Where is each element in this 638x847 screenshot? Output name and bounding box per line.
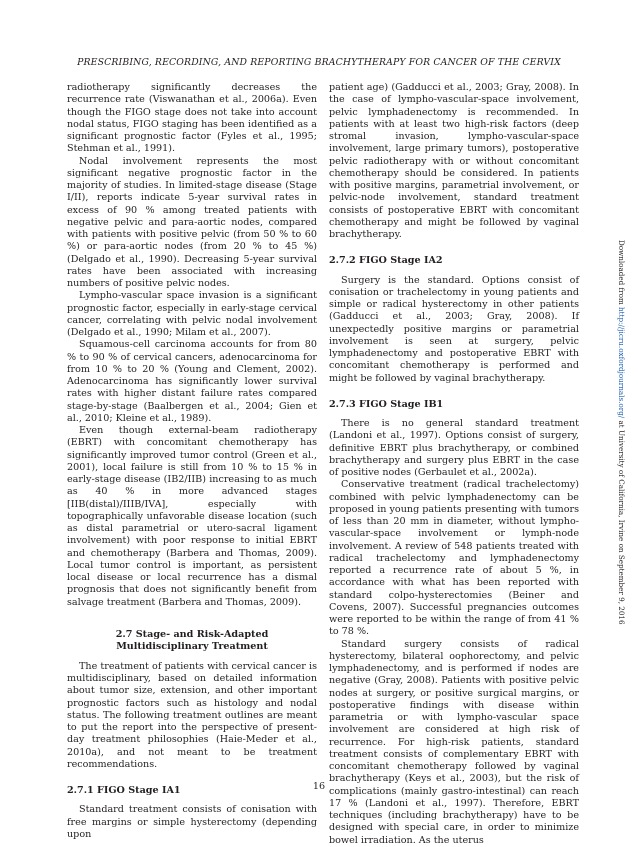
paragraph: radiotherapy significantly decreases the recurrence rate (Viswanathan et al., 2006a). Even though the FIGO stage does not take into account nodal status, FIGO staging has been identified as a significant prognostic factor (Fyles et al., 1995; Stehman et al., 1991).: [67, 82, 317, 155]
paragraph: Nodal involvement represents the most significant negative prognostic factor in the majority of studies. In limited-stage disease (Stage I/II), reports indicate 5-year survival rates in excess of 90 % among treated patients with negative pelvic and para-aortic nodes, compared with patients with positive pelvic (from 50 % to 60 %) or para-aortic nodes (from 20 % to 45 %) (Delgado et al., 1990). Decreasing 5-year survival rates have been associated with increasing numbers of positive pelvic nodes.: [67, 155, 317, 289]
section-heading: [67, 629, 317, 654]
paragraph: Conservative treatment (radical trachelectomy) combined with pelvic lymphadenectomy can be proposed in young patients presenting with tumors of less than 20 mm in diameter, without lympho-vascular-space involvement or lymph-node involvement. A review of 548 patients treated with radical trachelectomy and lymphadenectomy reported a recurrence rate of about 5 %, in accordance with what has been reported with standard colpo-hysterectomies (Beiner and Covens, 2007). Successful pregnancies outcomes were reported to be within the range of from 41 % to 78 %.: [329, 479, 579, 638]
subsection-heading: 2.7.2 FIGO Stage IA2: [329, 255, 443, 267]
paragraph: Squamous-cell carcinoma accounts for from 80 % to 90 % of cervical cancers, adenocarcinoma for from 10 % to 20 % (Young and Clement, 2002). Adenocarcinoma has significantly lower survival rates with higher distant failure rates compared stage-by-stage (Baalbergen et al., 2004; Gien et al., 2010; Kleine et al., 1989).: [67, 339, 317, 424]
right-column: [329, 82, 579, 847]
download-watermark: [616, 240, 627, 625]
section-heading-line: 2.7 Stage- and Risk-Adapted: [115, 628, 269, 640]
page-number: 16: [312, 781, 326, 792]
subsection-heading: 2.7.1 FIGO Stage IA1: [67, 785, 181, 796]
paragraph: Lympho-vascular space invasion is a significant prognostic factor, especially in early-stage cervical cancer, correlating with pelvic nodal involvement (Delgado et al., 1990; Milam et al., 2007).: [67, 290, 317, 338]
paragraph: Standard treatment consists of conisation with free margins or simple hysterectomy (depending upon: [67, 804, 317, 840]
subsection-heading: 2.7.3 FIGO Stage IB1: [329, 398, 444, 410]
download-watermark-suffix: at University of California, Irvine on September 9, 2016: [617, 418, 626, 625]
running-header: PRESCRIBING, RECORDING, AND REPORTING BRACHYTHERAPY FOR CANCER OF THE CERVIX: [77, 57, 561, 68]
section-heading-line: Multidisciplinary Treatment: [116, 641, 268, 653]
paragraph: The treatment of patients with cervical cancer is multidisciplinary, based on detailed information about tumor size, extension, and other important prognostic factors such as histology and nodal status. The following treatment outlines are meant to put the report into the perspective of present-day treatment philosophies (Haie-Meder et al., 2010a), and not meant to be treatment recommendations.: [67, 660, 317, 770]
paragraph: There is no general standard treatment (Landoni et al., 1997). Options consist of surgery, definitive EBRT plus brachytherapy, or combined brachytherapy and surgery plus EBRT in the case of positive nodes (Gerbaulet et al., 2002a).: [329, 418, 579, 478]
left-column: [67, 82, 317, 841]
paragraph: Surgery is the standard. Options consist of conisation or trachelectomy in young patients and simple or radical hysterectomy in other patients (Gadducci et al., 2003; Gray, 2008). If unexpectedly positive margins or parametrial involvement is seen at surgery, pelvic lymphadenectomy and postoperative EBRT with concomitant chemotherapy is performed and might be followed by vaginal brachytherapy.: [329, 274, 579, 384]
paragraph: Standard surgery consists of radical hysterectomy, bilateral oophorectomy, and pelvic lymphadenectomy, and is performed if nodes are negative (Gray, 2008). Patients with positive pelvic nodes at surgery, or positive surgical margins, or postoperative findings with disease within parametria or with lympho-vascular space involvement are considered at high risk of recurrence. For high-risk patients, standard treatment consists of complementary EBRT with concomitant chemotherapy followed by vaginal brachytherapy (Keys et al., 2003), but the risk of complications (mainly gastro-intestinal) can reach 17 % (Landoni et al., 1997). Therefore, EBRT techniques (including brachytherapy) have to be designed with special care, in order to minimize bowel irradiation. As the uterus: [329, 638, 579, 846]
paragraph: Even though external-beam radiotherapy (EBRT) with concomitant chemotherapy has significantly improved tumor control (Green et al., 2001), local failure is still from 10 % to 15 % in early-stage disease (IB2/IIB) increasing to as much as 40 % in more advanced stages [IIB(distal)/IIIB/IVA], especially with topographically unfavorable disease location (such as distal parametrial or utero-sacral ligament involvement) with poor response to initial EBRT and chemotherapy (Barbera and Thomas, 2009). Local tumor control is important, as persistent local disease or local recurrence has a dismal prognosis that does not significantly benefit from salvage treatment (Barbera and Thomas, 2009).: [67, 425, 317, 608]
paragraph: patient age) (Gadducci et al., 2003; Gray, 2008). In the case of lympho-vascular-space involvement, pelvic lymphadenectomy is recommended. In patients with at least two high-risk factors (deep stromal invasion, lympho-vascular-space involvement, large primary tumors), postoperative pelvic radiotherapy with or without concomitant chemotherapy should be considered. In patients with positive margins, parametrial involvement, or pelvic-node involvement, standard treatment consists of postoperative EBRT with concomitant chemotherapy and might be followed by vaginal brachytherapy.: [329, 82, 579, 240]
download-watermark-prefix: Downloaded from: [617, 240, 626, 308]
journal-url-link[interactable]: http://jicru.oxfordjournals.org/: [617, 307, 626, 419]
